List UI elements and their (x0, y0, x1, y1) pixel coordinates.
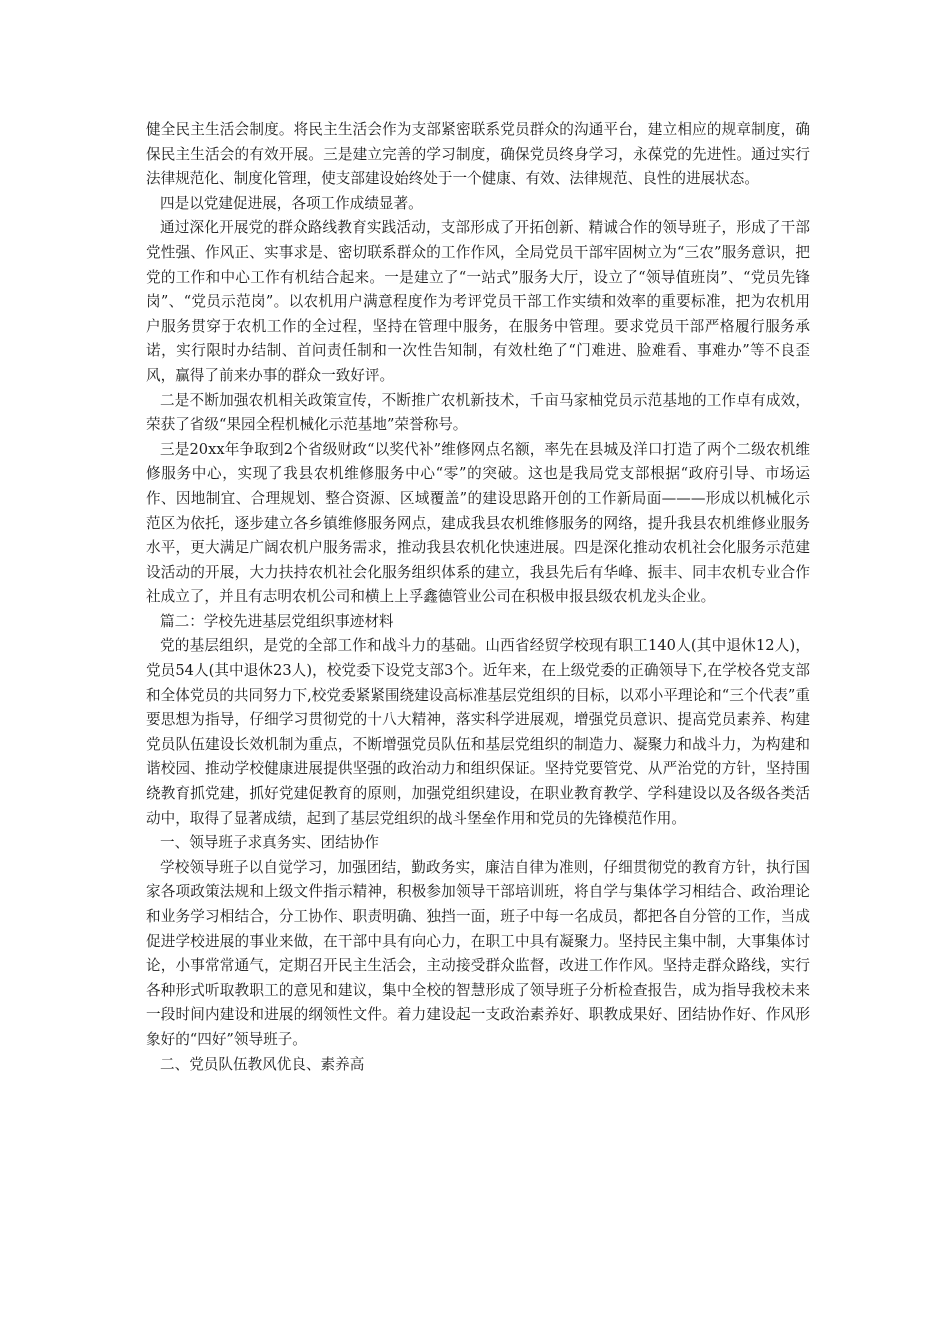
paragraph-7: 党的基层组织，是党的全部工作和战斗力的基础。山西省经贸学校现有职工140人(其中退休12人)，党员54人(其中退休23人)，校党委下设党支部3个。近年来，在上级党委的正确领导下,在学校各党支部和全体党员的共同努力下,校党委紧紧围绕建设高标准基层党组织的目标，以邓小平理论和“三个代表”重要思想为指导，仔细学习贯彻党的十八大精神，落实科学进展观，增强党员意识、提高党员素养、构建党员队伍建设长效机制为重点，不断增强党员队伍和基层党组织的制造力、凝聚力和战斗力，为构建和谐校园、推动学校健康进展提供坚强的政治动力和组织保证。坚持党要管党、从严治党的方针，坚持围绕教育抓党建，抓好党建促教育的原则，加强党组织建设，在职业教育教学、学科建设以及各级各类活动中，取得了显著成绩，起到了基层党组织的战斗堡垒作用和党员的先锋模范作用。 (146, 637, 810, 827)
paragraph-1: 健全民主生活会制度。将民主生活会作为支部紧密联系党员群众的沟通平台，建立相应的规章制度，确保民主生活会的有效开展。三是建立完善的学习制度，确保党员终身学习，永葆党的先进性。通过实行法律规范化、制度化管理，使支部建设始终处于一个健康、有效、法律规范、良性的进展状态。 (146, 121, 810, 188)
paragraph-4: 二是不断加强农机相关政策宣传，不断推广农机新技术，千亩马家柚党员示范基地的工作卓有成效，荣获了省级“果园全程机械化示范基地”荣誉称号。 (146, 391, 810, 434)
paragraph-2: 四是以党建促进展，各项工作成绩显著。 (160, 194, 423, 212)
paragraph-5: 三是20xx年争取到2个省级财政“以奖代补”维修网点名额，率先在县城及洋口打造了两个二级农机维修服务中心，实现了我县农机维修服务中心“零”的突破。这也是我局党支部根据“政府引导、市场运作、因地制宜、合理规划、整合资源、区域覆盖”的建设思路开创的工作新局面———形成以机械化示范区为依托，逐步建立各乡镇维修服务网点，建成我县农机维修服务的网络，提升我县农机维修业服务水平，更大满足广阔农机户服务需求，推动我县农机化快速进展。四是深化推动农机社会化服务示范建设活动的开展，大力扶持农机社会化服务组织体系的建立，我县先后有华峰、振丰、同丰农机专业合作社成立了，并且有志明农机公司和横上上孚鑫德管业公司在积极申报县级农机龙头企业。 (146, 440, 810, 606)
paragraph-9: 学校领导班子以自觉学习，加强团结，勤政务实，廉洁自律为准则，仔细贯彻党的教育方针，执行国家各项政策法规和上级文件指示精神，积极参加领导干部培训班，将自学与集体学习相结合、政治理论和业务学习相结合，分工协作、职责明确、独挡一面，班子中每一名成员，都把各自分管的工作，当成促进学校进展的事业来做，在干部中具有向心力，在职工中具有凝聚力。坚持民主集中制，大事集体讨论，小事常常通气，定期召开民主生活会，主动接受群众监督，改进工作作风。坚持走群众路线，实行各种形式听取教职工的意见和建议，集中全校的智慧形成了领导班子分析检查报告，成为指导我校未来一段时间内建设和进展的纲领性文件。着力建设起一支政治素养好、职教成果好、团结协作好、作风形象好的“四好”领导班子。 (146, 858, 810, 1048)
section-heading-part2: 篇二：学校先进基层党组织事迹材料 (160, 612, 394, 630)
subheading-1: 一、领导班子求真务实、团结协作 (160, 834, 379, 852)
subheading-2: 二、党员队伍教风优良、素养高 (160, 1055, 365, 1073)
document-body (146, 118, 810, 1077)
paragraph-3: 通过深化开展党的群众路线教育实践活动，支部形成了开拓创新、精诚合作的领导班子，形成了干部党性强、作风正、实事求是、密切联系群众的工作作风，全局党员干部牢固树立为“三农”服务意识，把党的工作和中心工作有机结合起来。一是建立了“一站式”服务大厅，设立了“领导值班岗”、“党员先锋岗”、“党员示范岗”。以农机用户满意程度作为考评党员干部工作实绩和效率的重要标准，把为农机用户服务贯穿于农机工作的全过程，坚持在管理中服务，在服务中管理。要求党员干部严格履行服务承诺，实行限时办结制、首问责任制和一次性告知制，有效杜绝了“门难进、脸难看、事难办”等不良歪风，赢得了前来办事的群众一致好评。 (146, 219, 810, 384)
